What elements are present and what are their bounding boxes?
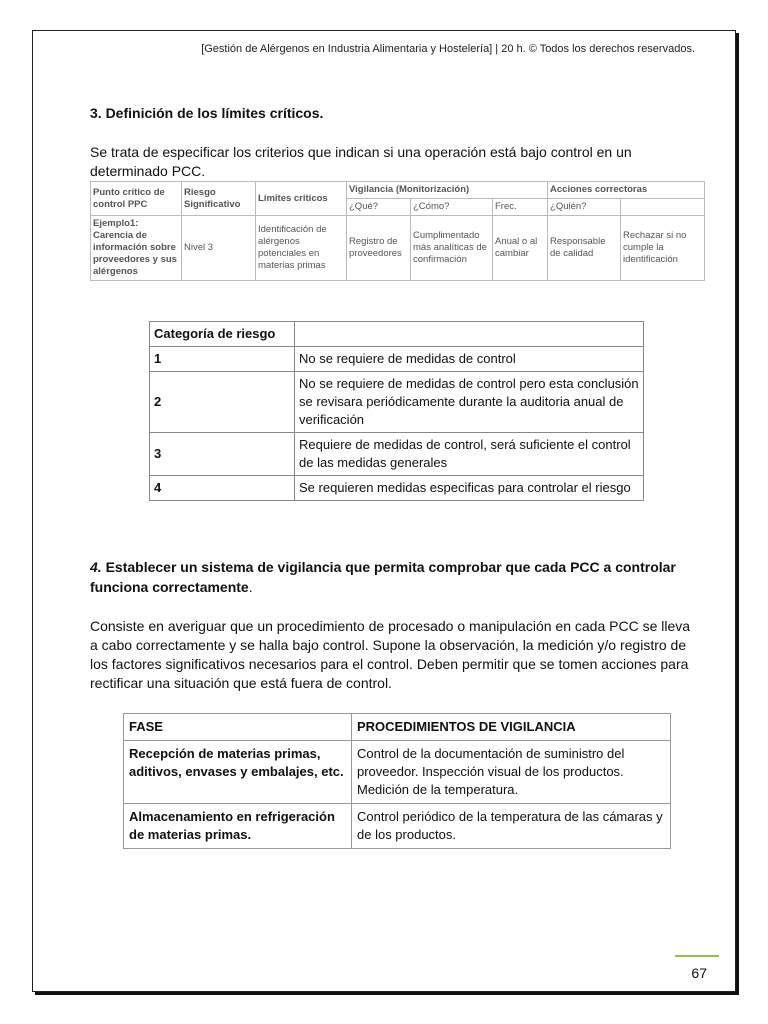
vigilancia-table — [123, 713, 671, 849]
vig-header-fase: FASE — [124, 714, 352, 741]
pcc-cell-punto: Ejemplo1: Carencia de información sobre proveedores y sus alérgenos — [91, 216, 182, 281]
pcc-header-limites: Límites críticos — [256, 182, 347, 216]
pcc-cell-accion: Rechazar si no cumple la identificación — [621, 216, 705, 281]
table-row — [124, 804, 671, 849]
page-header: [Gestión de Alérgenos en Industria Alimentaria y Hostelería] | 20 h. © Todos los derechos reservados. — [201, 43, 695, 55]
pcc-cell-limites: Identificación de alérgenos potenciales en materias primas — [256, 216, 347, 281]
pcc-cell-riesgo: Nivel 3 — [182, 216, 256, 281]
table-row — [150, 347, 644, 372]
pcc-table — [90, 181, 705, 281]
section-4-body: Consiste en averiguar que un procedimiento de procesado o manipulación en cada PCC se lleva a cabo correctamente y se halla bajo control. Supone la observación, la medición y/o registro de los factores significativos necesarios para el control. Deben permitir que se tomen acciones para rectificar una situación que está fuera de control. — [90, 618, 691, 691]
section-4-number: 4. — [90, 559, 102, 575]
risk-desc: No se requiere de medidas de control pero esta conclusión se revisara periódicamente durante la auditoria anual de verificación — [295, 372, 644, 433]
pcc-cell-como: Cumplimentado más analíticas de confirmación — [411, 216, 493, 281]
section-3-intro: Se trata de especificar los criterios que indican si una operación está bajo control en un determinado PCC. — [90, 144, 632, 179]
risk-desc: Se requieren medidas especificas para controlar el riesgo — [295, 476, 644, 501]
pcc-subheader-que: ¿Qué? — [347, 199, 411, 216]
risk-header-row — [150, 322, 644, 347]
table-row — [124, 741, 671, 804]
risk-desc: Requiere de medidas de control, será suficiente el control de las medidas generales — [295, 433, 644, 476]
risk-header-empty — [295, 322, 644, 347]
document-page — [32, 30, 736, 992]
pcc-example-row — [91, 216, 705, 281]
pcc-subheader-empty — [621, 199, 705, 216]
pcc-cell-frec: Anual o al cambiar — [493, 216, 548, 281]
table-row — [150, 372, 644, 433]
vig-proc: Control periódico de la temperatura de las cámaras y de los productos. — [352, 804, 671, 849]
vig-fase: Almacenamiento en refrigeración de materias primas. — [124, 804, 352, 849]
risk-desc: No se requiere de medidas de control — [295, 347, 644, 372]
risk-cat: 1 — [150, 347, 295, 372]
section-4-title-text: Establecer un sistema de vigilancia que permita comprobar que cada PCC a controlar funciona correctamente — [90, 559, 676, 595]
pcc-subheader-quien: ¿Quién? — [548, 199, 621, 216]
pcc-cell-que: Registro de proveedores — [347, 216, 411, 281]
vig-header-proc: PROCEDIMIENTOS DE VIGILANCIA — [352, 714, 671, 741]
vig-proc: Control de la documentación de suministro del proveedor. Inspección visual de los productos. Medición de la temperatura. — [352, 741, 671, 804]
table-row — [150, 476, 644, 501]
page-number: 67 — [691, 965, 707, 981]
risk-category-table — [149, 321, 644, 501]
vig-fase: Recepción de materias primas, aditivos, envases y embalajes, etc. — [124, 741, 352, 804]
risk-cat: 4 — [150, 476, 295, 501]
risk-cat: 2 — [150, 372, 295, 433]
pcc-subheader-como: ¿Cómo? — [411, 199, 493, 216]
risk-cat: 3 — [150, 433, 295, 476]
page-number-rule — [675, 955, 719, 957]
pcc-header-row — [91, 182, 705, 199]
table-row — [150, 433, 644, 476]
section-4-title: 4. Establecer un sistema de vigilancia que permita comprobar que cada PCC a controlar funciona correctamente. — [90, 559, 676, 595]
section-3-title: 3. Definición de los límites críticos. — [90, 105, 324, 121]
vig-header-row — [124, 714, 671, 741]
pcc-subheader-frec: Frec. — [493, 199, 548, 216]
pcc-header-punto: Punto crítico de control PPC — [91, 182, 182, 216]
page-content — [90, 105, 700, 849]
pcc-header-acciones: Acciones correctoras — [548, 182, 705, 199]
pcc-cell-quien: Responsable de calidad — [548, 216, 621, 281]
pcc-header-riesgo: Riesgo Significativo — [182, 182, 256, 216]
pcc-header-vigilancia: Vigilancia (Monitorización) — [347, 182, 548, 199]
risk-header-label: Categoría de riesgo — [150, 322, 295, 347]
